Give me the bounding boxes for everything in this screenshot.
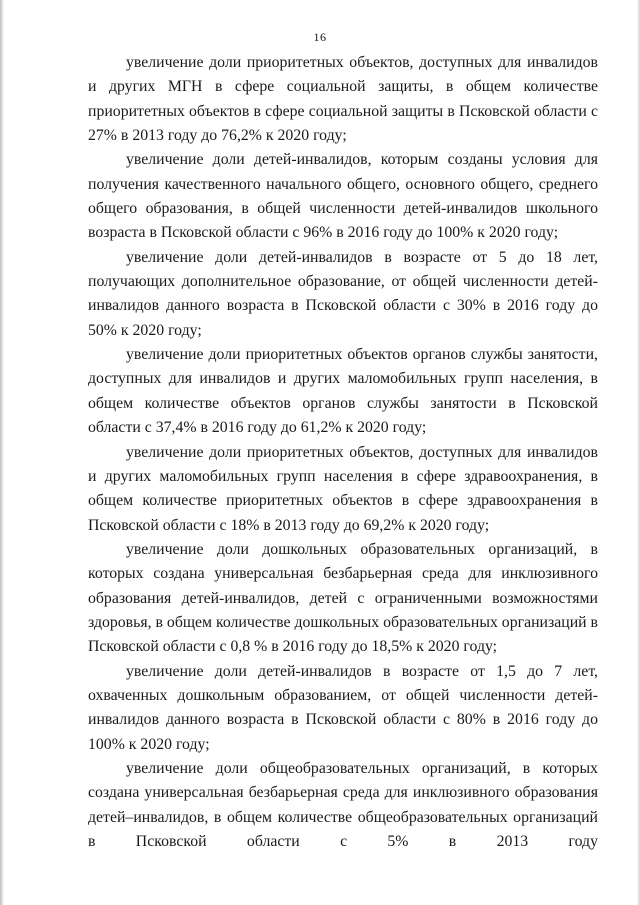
paragraph-general-education-organizations: увеличение доли общеобразовательных организаций, в которых создана универсальная безбарьерная среда для инклюзивного образования детей–инвалидов, в общем количестве общеобразовательных организаций в Псковской области с 5% в 2013 году (88, 759, 598, 850)
page-number: 16 (313, 30, 327, 44)
paragraph-healthcare: увеличение доли приоритетных объектов, доступных для инвалидов и других маломобильных групп населения в сфере здравоохранения, в общем количестве приоритетных объектов в сфере здравоохранения в Псковской области с 18% в 2013 году до 69,2% к 2020 году; (88, 443, 598, 534)
paragraph-employment-service: увеличение доли приоритетных объектов органов службы занятости, доступных для инвалидов и других маломобильных групп населения, в общем количестве объектов органов службы занятости в Псковской области с 37,4% в 2016 году до 61,2% к 2020 году; (88, 346, 598, 437)
paragraph-preschool-coverage: увеличение доли детей-инвалидов в возрасте от 1,5 до 7 лет, охваченных дошкольным образованием, от общей численности детей-инвалидов данного возраста в Псковской области с 80% в 2016 году до 100% к 2020 году; (88, 662, 598, 753)
paragraph-preschool-organizations: увеличение доли дошкольных образовательных организаций, в которых создана универсальная безбарьерная среда для инклюзивного образования детей-инвалидов, детей с ограниченными возможностями здоровья, в общем количестве дошкольных образовательных организаций в Псковской области с 0,8 % в 2016 году до 18,5% к 2020 году; (88, 540, 599, 656)
paragraph-social-protection: увеличение доли приоритетных объектов, доступных для инвалидов и других МГН в сфере социальной защиты, в общем количестве приоритетных объектов в сфере социальной защиты в Псковской области с 27% в 2013 году до 76,2% к 2020 году; (88, 54, 598, 145)
document-body (88, 51, 598, 854)
paragraph-general-education: увеличение доли детей-инвалидов, которым созданы условия для получения качественного начального общего, основного общего, среднего общего образования, в общей численности детей-инвалидов школьного возраста в Псковской области с 96% в 2016 году до 100% к 2020 году; (88, 151, 598, 242)
paragraph-additional-education: увеличение доли детей-инвалидов в возрасте от 5 до 18 лет, получающих дополнительное образование, от общей численности детей-инвалидов данного возраста в Псковской области с 30% в 2016 году до 50% к 2020 году; (88, 248, 598, 339)
scan-edge-left (0, 0, 4, 905)
